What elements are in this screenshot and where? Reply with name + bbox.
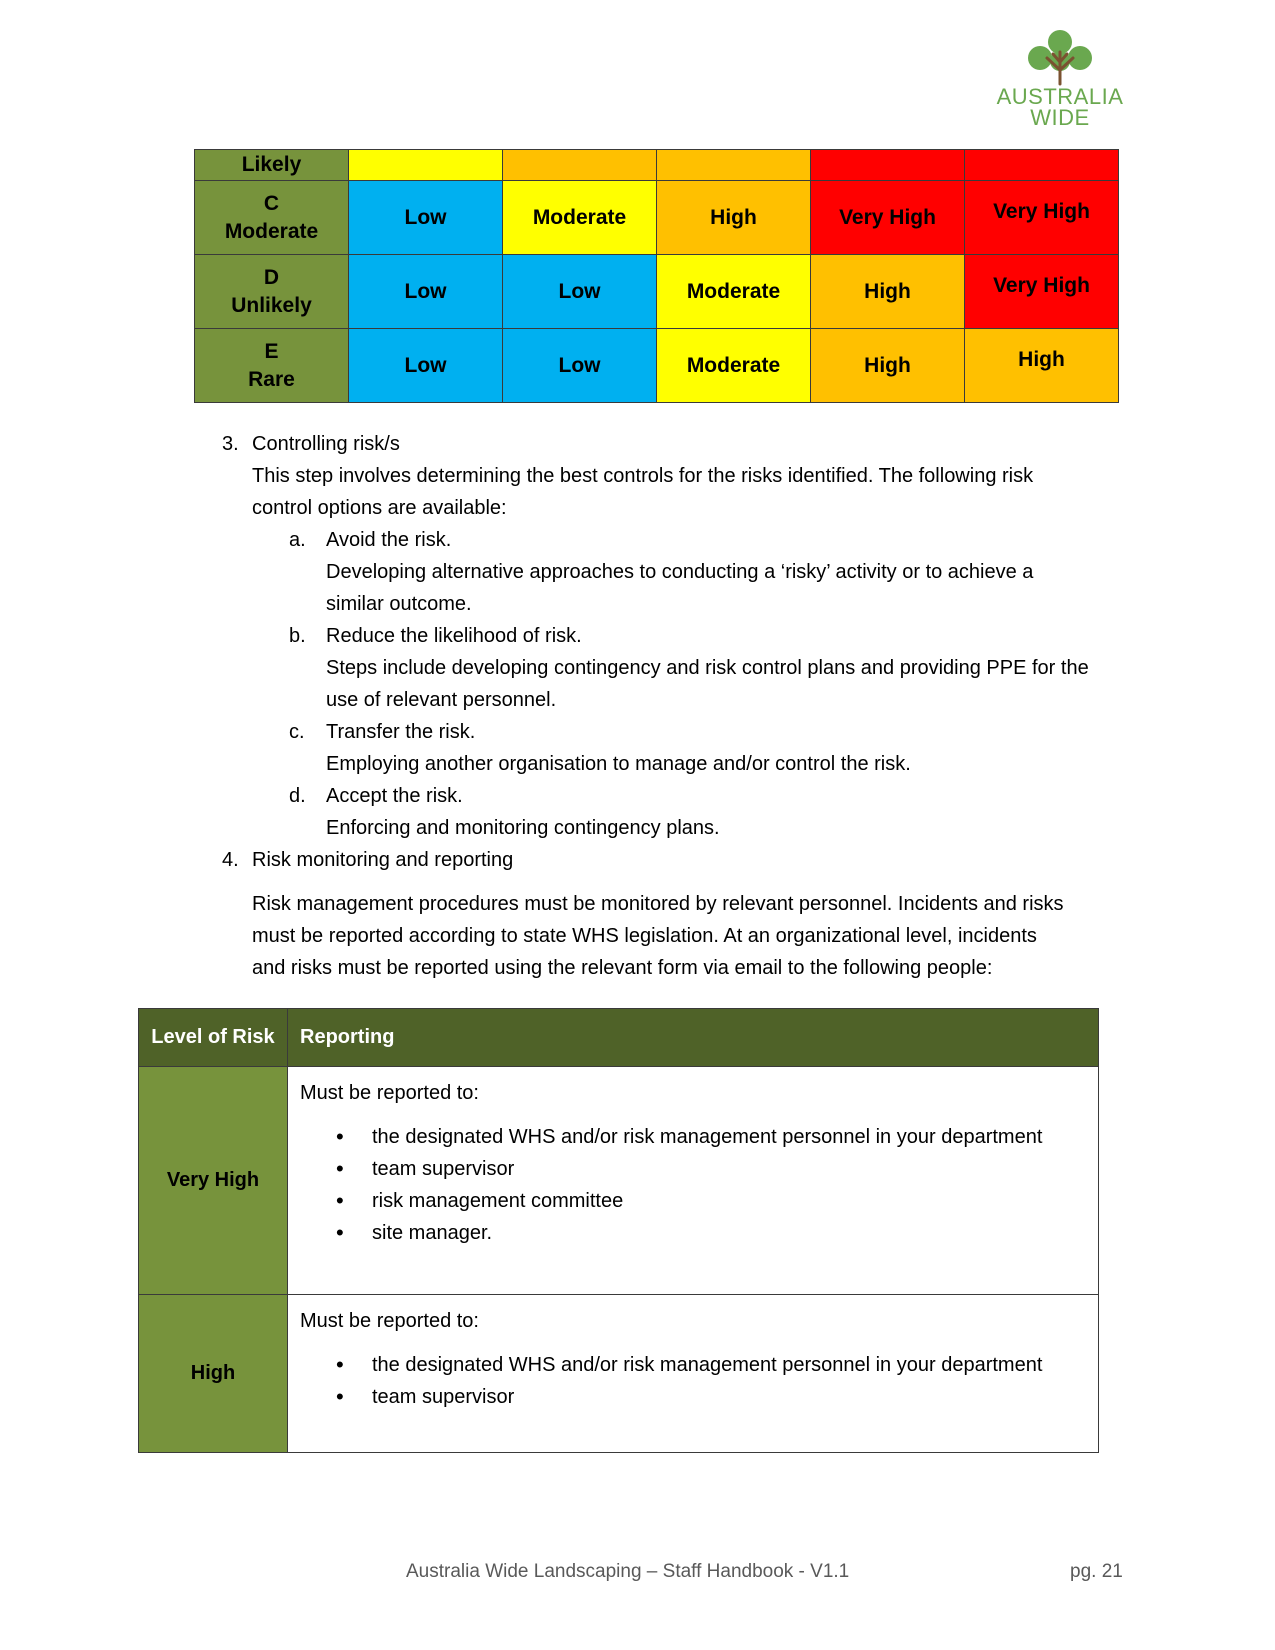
- row-label: Moderate: [224, 219, 319, 243]
- option-letter: c.: [289, 721, 305, 743]
- matrix-cell: Low: [503, 329, 657, 403]
- option-title: Avoid the risk.: [326, 529, 452, 551]
- reporting-cell: [288, 1295, 1099, 1453]
- section-3-intro-cont: control options are available:: [252, 497, 507, 519]
- list-item: • risk management committee: [372, 1185, 1086, 1217]
- matrix-cell: High: [811, 329, 965, 403]
- matrix-cell: High: [657, 181, 811, 255]
- reporting-cell: [288, 1067, 1099, 1295]
- row-label: Likely: [241, 153, 302, 176]
- section-3-intro: This step involves determining the best controls for the risks identified. The following risk: [252, 465, 1034, 487]
- matrix-cell: Moderate: [657, 255, 811, 329]
- risk-matrix: [194, 149, 1119, 403]
- row-letter: E: [264, 339, 279, 363]
- reporting-row-high: [139, 1295, 1099, 1453]
- list-item: • team supervisor: [372, 1153, 1086, 1185]
- matrix-row-likely: [195, 150, 1119, 181]
- matrix-cell: [965, 150, 1119, 181]
- section-4-paragraph-line3: and risks must be reported using the relevant form via email to the following people:: [252, 957, 993, 979]
- matrix-cell: [811, 150, 965, 181]
- reporting-row-very-high: [139, 1067, 1099, 1295]
- option-description: Enforcing and monitoring contingency plans.: [326, 817, 720, 839]
- matrix-cell: Very High: [811, 181, 965, 255]
- section-4-number: 4.: [222, 849, 239, 871]
- tree-logo-icon: [1023, 28, 1097, 86]
- header-reporting: Reporting: [288, 1009, 1099, 1067]
- row-letter: C: [263, 191, 280, 215]
- option-description: Employing another organisation to manage and/or control the risk.: [326, 753, 911, 775]
- list-item: • the designated WHS and/or risk management personnel in your department: [372, 1349, 1086, 1381]
- matrix-row-unlikely: [195, 255, 1119, 329]
- matrix-cell: Moderate: [657, 329, 811, 403]
- reporting-header-row: [139, 1009, 1099, 1067]
- matrix-cell: Very High: [965, 181, 1119, 255]
- section-3-number: 3.: [222, 433, 239, 455]
- matrix-cell: [657, 150, 811, 181]
- matrix-cell: Low: [349, 329, 503, 403]
- option-title: Transfer the risk.: [326, 721, 476, 743]
- section-4-paragraph-line1: Risk management procedures must be monitored by relevant personnel. Incidents and risks: [252, 893, 1064, 915]
- option-letter: a.: [289, 529, 306, 551]
- matrix-row-moderate: [195, 181, 1119, 255]
- option-description: Steps include developing contingency and risk control plans and providing PPE for the: [326, 657, 1089, 679]
- matrix-cell: [349, 150, 503, 181]
- row-header: [195, 181, 349, 255]
- option-description: Developing alternative approaches to conducting a ‘risky’ activity or to achieve a: [326, 561, 1034, 583]
- company-logo: [985, 28, 1135, 146]
- row-header: [195, 150, 349, 181]
- matrix-cell: Low: [349, 255, 503, 329]
- logo-text-line2: WIDE: [1030, 105, 1090, 130]
- list-item: • the designated WHS and/or risk management personnel in your department: [372, 1121, 1086, 1153]
- risk-level-cell: High: [139, 1295, 288, 1453]
- section-4-title: Risk monitoring and reporting: [252, 849, 514, 871]
- reporting-intro: Must be reported to:: [300, 1082, 479, 1104]
- option-description-cont: use of relevant personnel.: [326, 689, 557, 711]
- row-label: Rare: [248, 367, 295, 391]
- logo-text-line1: AUSTRALIA: [996, 84, 1124, 109]
- matrix-cell: Low: [349, 181, 503, 255]
- option-letter: b.: [289, 625, 306, 647]
- footer-title: Australia Wide Landscaping – Staff Handbook - V1.1: [406, 1561, 850, 1582]
- matrix-cell: Moderate: [503, 181, 657, 255]
- reporting-intro: Must be reported to:: [300, 1310, 479, 1332]
- matrix-row-rare: [195, 329, 1119, 403]
- option-title: Accept the risk.: [326, 785, 463, 807]
- matrix-cell: Low: [503, 255, 657, 329]
- risk-level-cell: Very High: [139, 1067, 288, 1295]
- matrix-cell: Very High: [965, 255, 1119, 329]
- matrix-cell: [503, 150, 657, 181]
- row-label: Unlikely: [231, 293, 312, 317]
- page-number: pg. 21: [1070, 1561, 1123, 1582]
- option-title: Reduce the likelihood of risk.: [326, 625, 582, 647]
- list-item: • team supervisor: [372, 1381, 1086, 1413]
- row-letter: D: [263, 265, 280, 289]
- list-item: • site manager.: [372, 1217, 1086, 1249]
- section-4-paragraph-line2: must be reported according to state WHS legislation. At an organizational level, incidents: [252, 925, 1037, 947]
- reporting-list: [300, 1349, 1086, 1413]
- reporting-table: [138, 1008, 1099, 1453]
- row-header: [195, 255, 349, 329]
- option-letter: d.: [289, 785, 306, 807]
- row-header: [195, 329, 349, 403]
- matrix-cell: High: [965, 329, 1119, 403]
- header-level-of-risk: Level of Risk: [139, 1009, 288, 1067]
- reporting-list: [300, 1121, 1086, 1249]
- matrix-cell: High: [811, 255, 965, 329]
- option-description-cont: similar outcome.: [326, 593, 472, 615]
- section-3-title: Controlling risk/s: [252, 433, 400, 455]
